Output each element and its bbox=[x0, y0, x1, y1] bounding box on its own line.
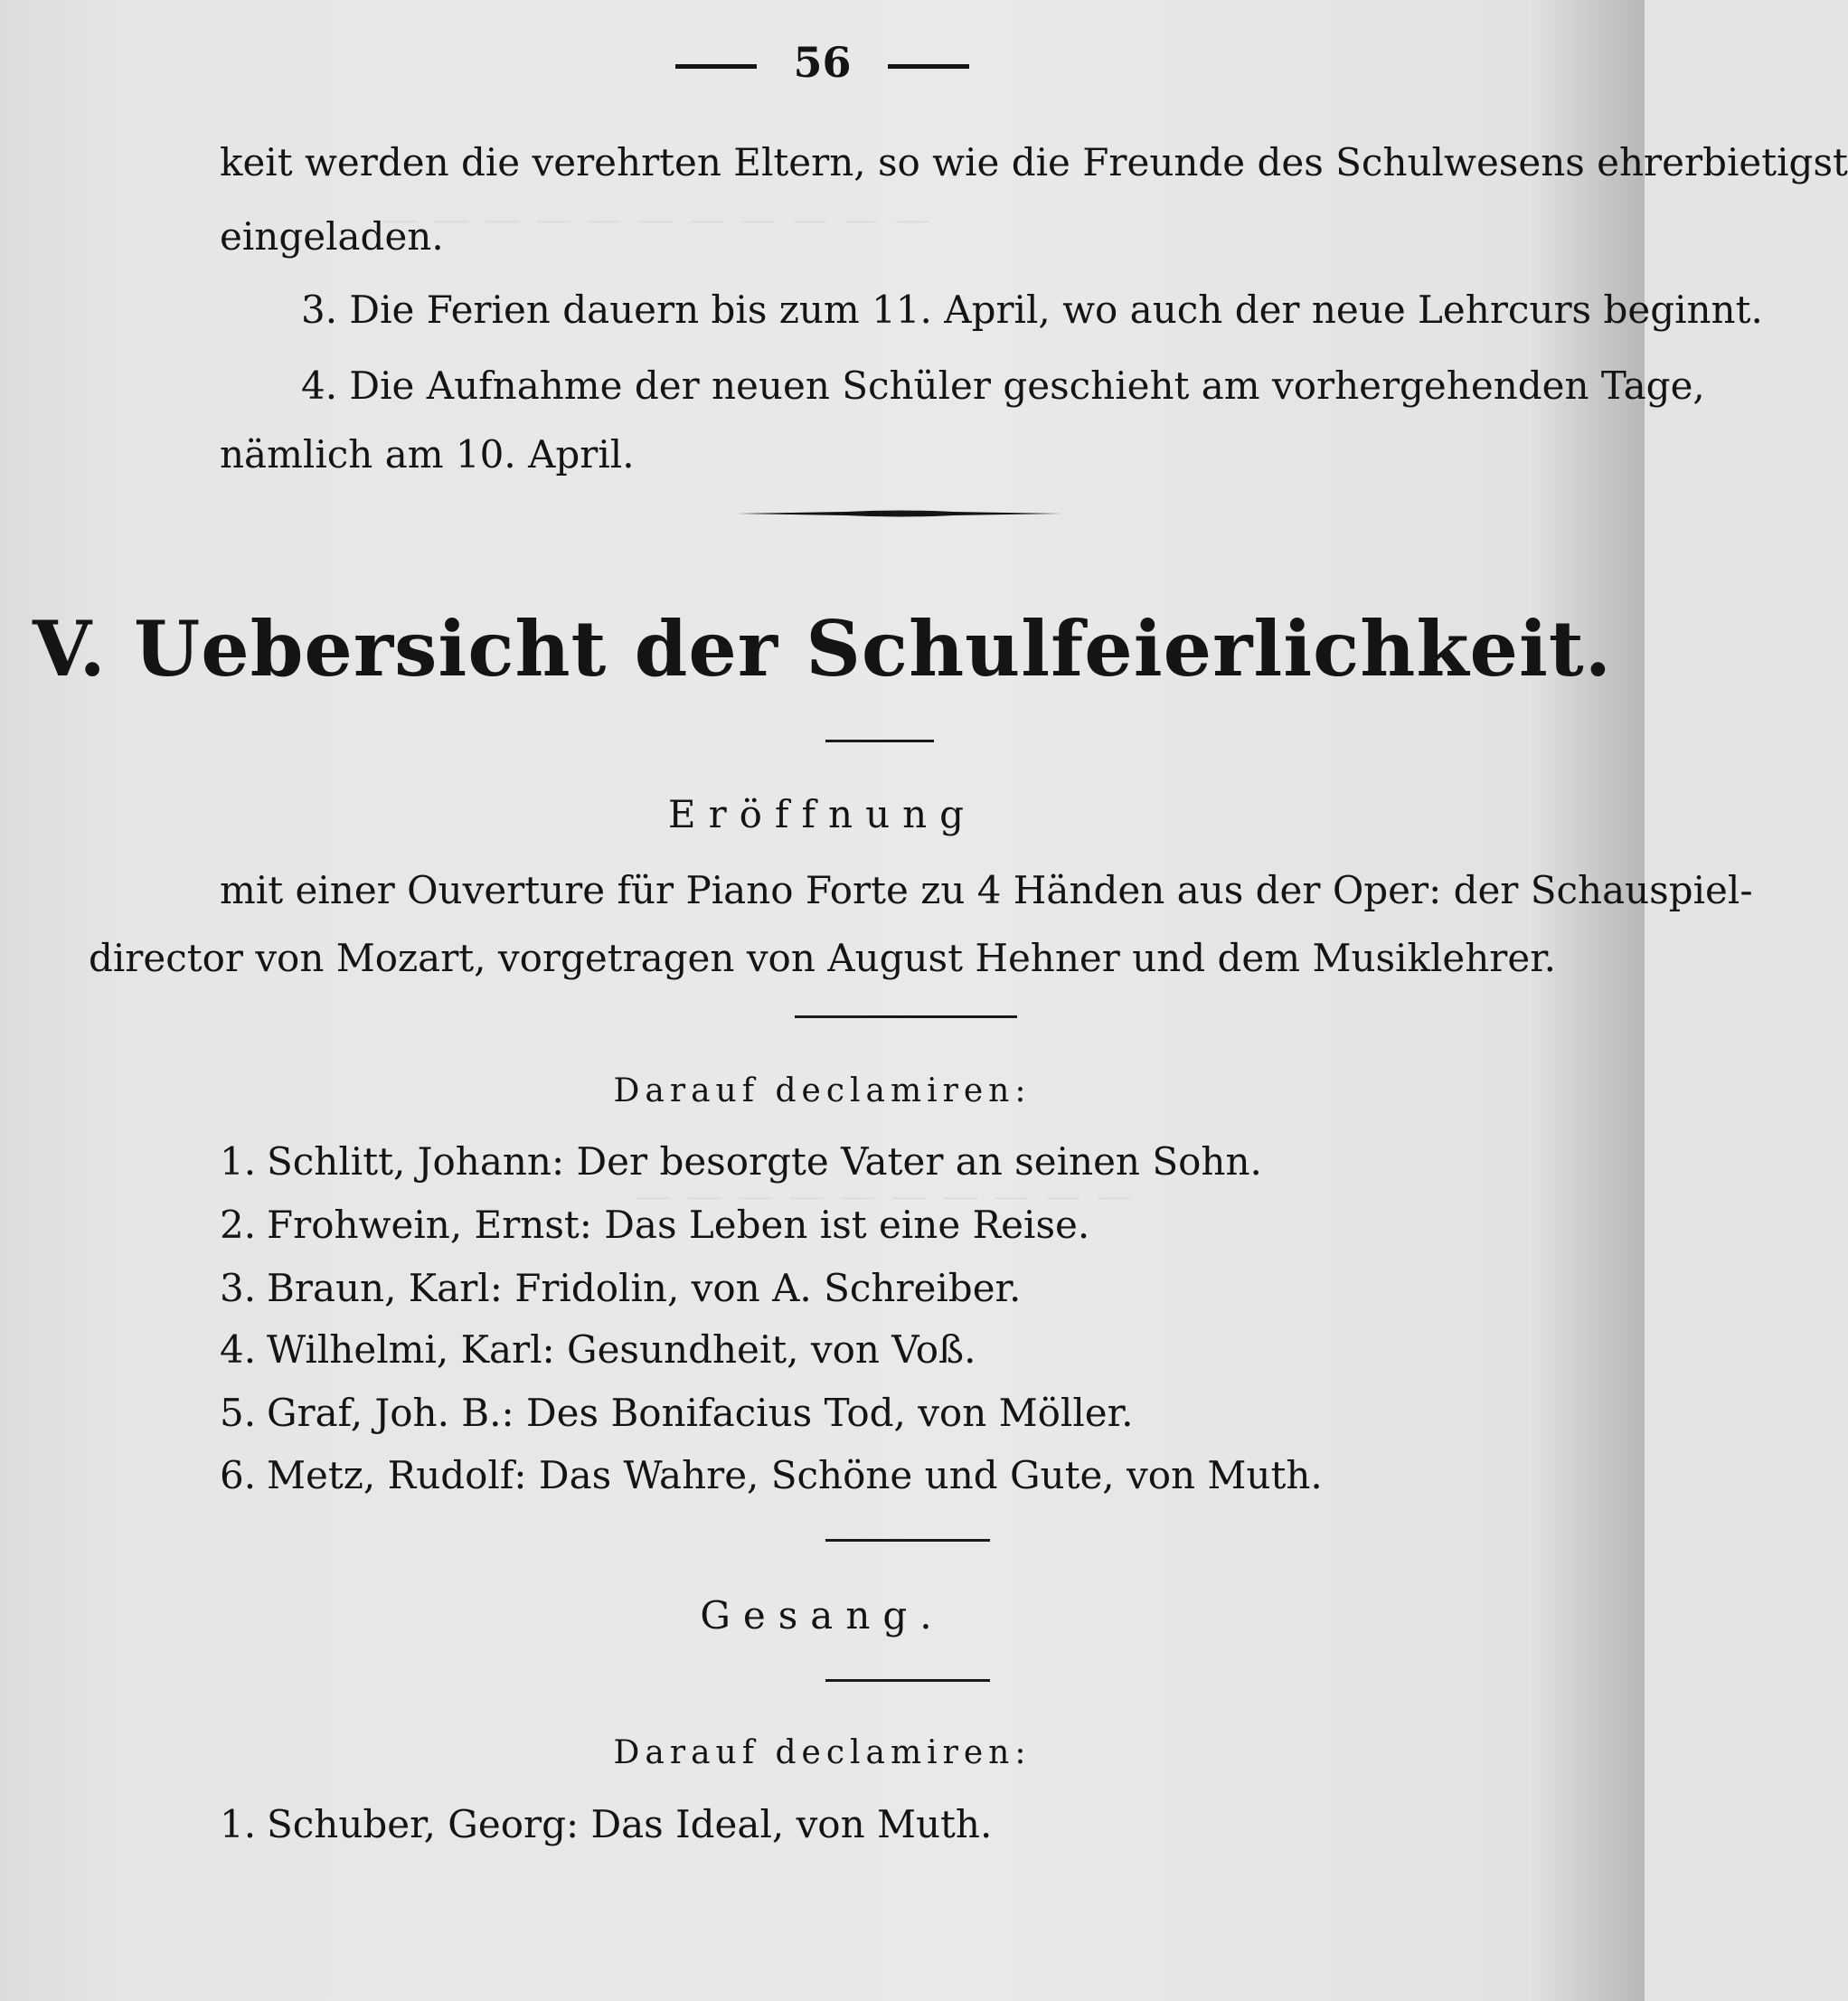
list-item bbox=[220, 1203, 1089, 1248]
ornament-divider bbox=[737, 509, 1062, 518]
divider-rule bbox=[795, 1015, 1017, 1018]
list-item-text: Metz, Rudolf: Das Wahre, Schöne und Gute, von Muth. bbox=[267, 1453, 1323, 1497]
list-item bbox=[220, 1266, 1021, 1311]
page-number bbox=[0, 38, 1645, 87]
section-heading: V. Uebersicht der Schulfeierlichkeit. bbox=[33, 604, 1612, 694]
list-item-number: 2. bbox=[220, 1203, 257, 1247]
list-item bbox=[220, 1139, 1262, 1185]
declaim-heading-2: Darauf declamiren: bbox=[613, 1734, 1032, 1771]
gesang-heading: Gesang. bbox=[700, 1593, 945, 1638]
list-item-number: 6. bbox=[220, 1453, 257, 1497]
opening-line-1: mit einer Ouverture für Piano Forte zu 4 Händen aus der Oper: der Schauspiel- bbox=[220, 868, 1753, 912]
body-line-5: nämlich am 10. April. bbox=[220, 432, 635, 477]
body-line-3: 3. Die Ferien dauern bis zum 11. April, wo auch der neue Lehrcurs beginnt. bbox=[301, 288, 1763, 332]
bleed-through-text bbox=[380, 199, 930, 241]
list-item-number: 1. bbox=[220, 1802, 257, 1846]
divider-rule bbox=[825, 1539, 990, 1542]
list-item bbox=[220, 1391, 1133, 1436]
list-item-text: Schuber, Georg: Das Ideal, von Muth. bbox=[267, 1802, 993, 1846]
body-line-4: 4. Die Aufnahme der neuen Schüler geschieht am vorhergehenden Tage, bbox=[301, 363, 1705, 408]
body-line-2: eingeladen. bbox=[220, 214, 444, 259]
list-item-number: 1. bbox=[220, 1139, 257, 1184]
list-item-text: Schlitt, Johann: Der besorgte Vater an seinen Sohn. bbox=[267, 1139, 1262, 1184]
list-item-text: Wilhelmi, Karl: Gesundheit, von Voß. bbox=[267, 1327, 976, 1372]
divider-rule bbox=[825, 1679, 990, 1682]
list-item bbox=[220, 1453, 1323, 1498]
page-number-dash bbox=[888, 64, 969, 69]
list-item-number: 4. bbox=[220, 1327, 257, 1372]
divider-rule bbox=[825, 740, 934, 742]
page-number-text: 56 bbox=[793, 38, 852, 87]
opening-line-2: director von Mozart, vorgetragen von August Hehner und dem Musiklehrer. bbox=[88, 936, 1557, 980]
list-item-text: Frohwein, Ernst: Das Leben ist eine Reise. bbox=[267, 1203, 1090, 1247]
page-number-dash bbox=[675, 64, 757, 69]
list-item-text: Graf, Joh. B.: Des Bonifacius Tod, von Möller. bbox=[267, 1391, 1134, 1435]
list-item bbox=[220, 1802, 992, 1847]
eroeffnung-heading: Eröffnung bbox=[667, 792, 977, 836]
list-item-number: 5. bbox=[220, 1391, 257, 1435]
body-line-1: keit werden die verehrten Eltern, so wie die Freunde des Schulwesens ehrerbietigst bbox=[220, 140, 1848, 184]
list-item bbox=[220, 1327, 976, 1373]
list-item-number: 3. bbox=[220, 1266, 257, 1310]
declaim-heading-1: Darauf declamiren: bbox=[613, 1072, 1032, 1109]
list-item-text: Braun, Karl: Fridolin, von A. Schreiber. bbox=[267, 1266, 1022, 1310]
